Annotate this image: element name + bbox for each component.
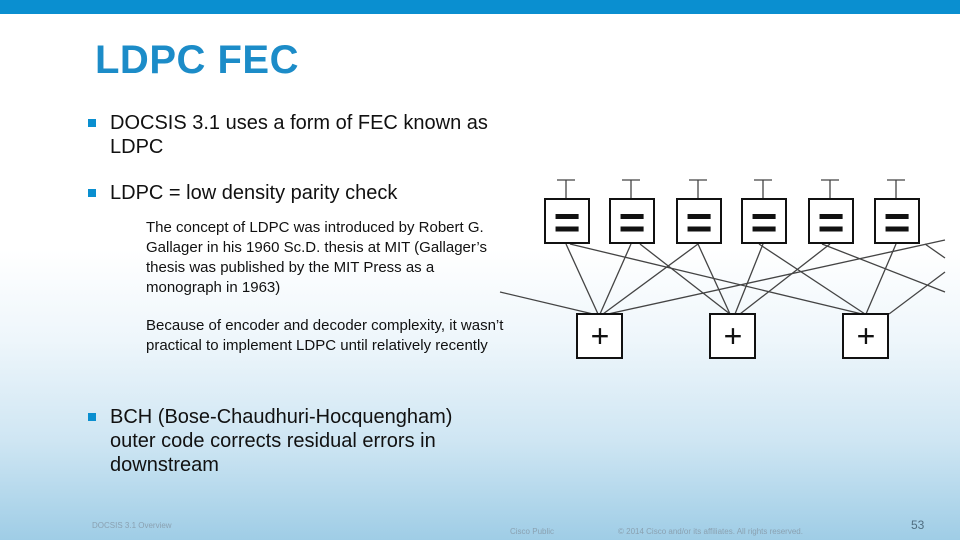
bullet-1-text: DOCSIS 3.1 uses a form of FEC known as LDPC [110, 112, 488, 158]
subpoint-1: The concept of LDPC was introduced by Robert G. Gallager in his 1960 Sc.D. thesis at MIT (Gallager’s thesis was published by the MIT Press as a monograph in 1963) [146, 219, 487, 296]
check-node-symbol: + [856, 318, 876, 354]
variable-node-symbol: = [883, 196, 911, 248]
footer-center: Cisco Public [510, 527, 555, 536]
check-node-symbol: + [723, 318, 743, 354]
bullet-3-text: BCH (Bose-Chaudhuri-Hocquengham) outer code corrects residual errors in downstream [110, 406, 453, 476]
footer-left: DOCSIS 3.1 Overview [92, 521, 172, 530]
variable-node-symbol: = [817, 196, 845, 248]
check-nodes [577, 314, 888, 358]
variable-node-symbol: = [750, 196, 778, 248]
footer-copyright: © 2014 Cisco and/or its affiliates. All rights reserved. [618, 527, 803, 536]
slide-title: LDPC FEC [95, 38, 299, 82]
variable-nodes [545, 196, 919, 248]
variable-node-symbol: = [618, 196, 646, 248]
page-number: 53 [911, 518, 925, 532]
check-node-symbol: + [590, 318, 610, 354]
bullet-2-text: LDPC = low density parity check [110, 182, 398, 204]
variable-node-symbol: = [553, 196, 581, 248]
subpoint-2: Because of encoder and decoder complexity, it wasn’t practical to implement LDPC until relatively recently [146, 317, 504, 354]
variable-node-symbol: = [685, 196, 713, 248]
